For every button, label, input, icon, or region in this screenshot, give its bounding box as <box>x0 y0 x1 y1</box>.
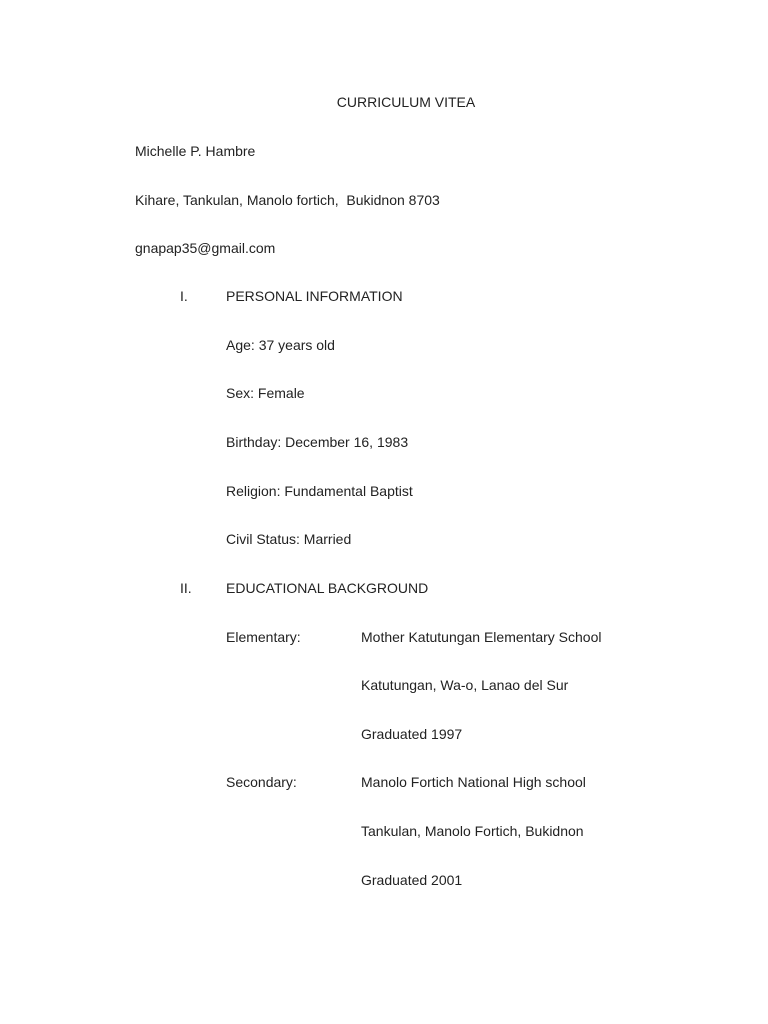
education-level-secondary: Secondary: <box>226 774 297 790</box>
personal-info-religion: Religion: Fundamental Baptist <box>226 483 413 499</box>
elementary-school-location: Katutungan, Wa-o, Lanao del Sur <box>361 677 569 693</box>
elementary-school-name: Mother Katutungan Elementary School <box>361 629 602 645</box>
personal-info-sex: Sex: Female <box>226 385 305 401</box>
section-heading-education: EDUCATIONAL BACKGROUND <box>226 580 429 596</box>
applicant-address: Kihare, Tankulan, Manolo fortich, Bukidnon 8703 <box>135 192 440 208</box>
personal-info-birthday: Birthday: December 16, 1983 <box>226 434 409 450</box>
education-level-elementary: Elementary: <box>226 629 301 645</box>
section-numeral-education: II. <box>180 580 192 596</box>
section-numeral-personal: I. <box>180 288 188 304</box>
elementary-graduation-year: Graduated 1997 <box>361 726 463 742</box>
personal-info-age: Age: 37 years old <box>226 337 335 353</box>
personal-info-civil-status: Civil Status: Married <box>226 531 352 547</box>
section-heading-personal: PERSONAL INFORMATION <box>226 288 403 304</box>
secondary-school-name: Manolo Fortich National High school <box>361 774 586 790</box>
secondary-school-location: Tankulan, Manolo Fortich, Bukidnon <box>361 823 584 839</box>
secondary-graduation-year: Graduated 2001 <box>361 872 463 888</box>
document-title: CURRICULUM VITEA <box>336 94 476 110</box>
applicant-email: gnapap35@gmail.com <box>135 240 276 256</box>
applicant-name: Michelle P. Hambre <box>135 143 256 159</box>
